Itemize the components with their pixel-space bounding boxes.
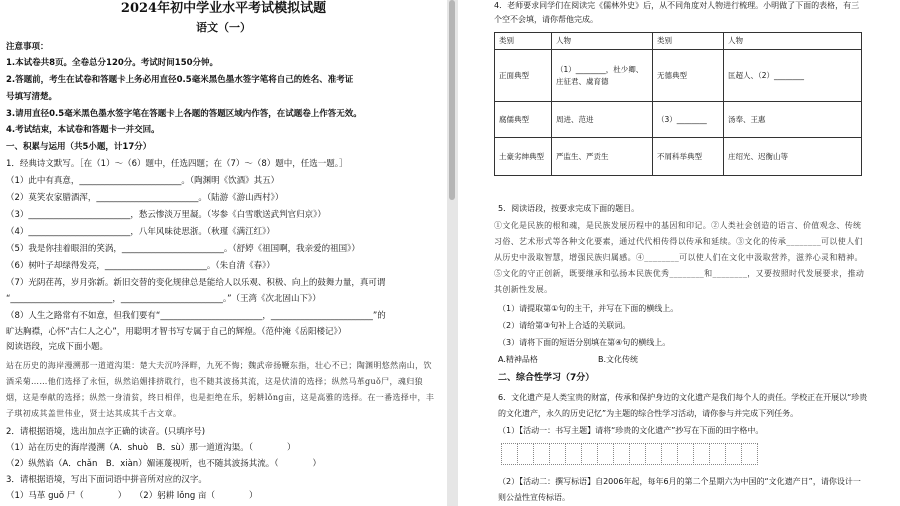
activity-2: 则公益性宣传标语。 <box>498 493 570 502</box>
table-cell: （1）________，杜少卿、庄征君、虞育德 <box>552 50 653 102</box>
section-heading: 二、综合性学习（7分） <box>498 373 595 383</box>
activity-1: （1）【活动一：书写主题】请将“珍贵的文化遗产”抄写在下面的田字格中。 <box>498 426 764 435</box>
question-2-item: （1）站在历史的海岸漫溯（A．shuò B．sù）那一道道沟渠。（ ） <box>6 443 296 453</box>
question-2-intro: 2．请根据语境，选出加点字正确的读音。(只填序号) <box>6 427 206 437</box>
notice-heading: 注意事项： <box>6 42 49 52</box>
table-cell: 腐儒典型 <box>495 102 552 138</box>
reading-intro: 阅读语段，完成下面小题。 <box>6 342 109 352</box>
question-5-intro: 5．阅读语段，按要求完成下面的题目。 <box>498 204 640 213</box>
table-cell: 匡超人、（2）________ <box>724 50 862 102</box>
table-row <box>495 50 862 102</box>
question-1-intro: 1．经典诗文默写。［在（1）～（6）题中，任选四题；在（7）～（8）题中，任选一题。］ <box>6 159 348 169</box>
question-6-intro: 的文化遗产，永久的历史记忆”为主题的综合性学习活动，请你参与并完成下列任务。 <box>498 409 799 418</box>
question-2-item: （2）纵然谄（A．chǎn B．xiàn）媚诬蔑视听，也不随其波扬其流。（ ） <box>6 459 321 469</box>
question-1-item: “________________________，________________________。”（王湾《次北固山下》） <box>6 294 321 304</box>
scrollbar-thumb[interactable] <box>449 0 455 200</box>
question-3-items: （1）马革 guǒ 尸（ ） （2）躬耕 lǒng 亩（ ） <box>6 491 258 501</box>
table-header-row <box>495 33 862 50</box>
table-row <box>495 102 862 138</box>
notice-item: 4.考试结束，本试卷和答题卡一并交回。 <box>6 125 160 135</box>
notice-item: 2.答题前，考生在试卷和答题卡上务必用直径0.5毫米黑色墨水签字笔将自己的姓名、准考证 <box>6 75 354 85</box>
question-1-item: （5）我是你挂着眼泪的笑涡，________________________。（舒婷《祖国啊，我亲爱的祖国》） <box>6 244 360 254</box>
table-cell: 严监生、严贡生 <box>552 138 653 176</box>
writing-grid[interactable] <box>501 443 757 465</box>
question-1-item: （8）人生之路常有不如意，但我们要有“________________________，________________________”的 <box>6 311 386 321</box>
question-5-item: （2）请给第③句补上合适的关联词。 <box>498 321 631 330</box>
exam-title: 2024年初中学业水平考试模拟试题 <box>120 1 327 16</box>
table-header-cell: 人物 <box>724 33 862 50</box>
table-cell: 庄绍光、迟衡山等 <box>724 138 862 176</box>
scrollbar[interactable] <box>447 0 458 506</box>
question-1-item: （6）树叶子却绿得发亮，________________________。（朱自清《春》） <box>6 261 275 271</box>
question-1-item: （4）________________________，八年风味徒思浙。（秋瑾《满江红》） <box>6 227 275 237</box>
table-cell: 周进、范进 <box>552 102 653 138</box>
exam-page-left <box>0 0 447 506</box>
table-cell: （3）________ <box>653 102 724 138</box>
question-1-item: （7）光阴荏苒，岁月弥新。新旧交替的变化规律总是能给人以乐观、积极、向上的鼓舞力量，真可谓 <box>6 278 386 288</box>
question-1-item: 旷达胸襟，心怀“古仁人之心”，用聪明才智书写专属于自己的辉煌。（范仲淹《岳阳楼记》） <box>6 327 347 337</box>
question-5-item: （3）请将下面的短语分别填在第④句的横线上。 <box>498 338 671 347</box>
question-6-intro: 6．文化遗产是人类宝贵的财富，传承和保护身边的文化遗产是我们每个人的责任。学校正在开展以“珍贵 <box>498 393 868 402</box>
question-1-item: （1）此中有真意，________________________。（陶渊明《饮酒》其五） <box>6 176 280 186</box>
exam-subtitle: 语文（一） <box>196 21 251 34</box>
option-a: A.精神品格 <box>498 355 538 364</box>
exam-page-right <box>458 0 900 506</box>
table-row <box>495 138 862 176</box>
notice-item: 号填写清楚。 <box>6 92 58 102</box>
table-header-cell: 类别 <box>495 33 552 50</box>
activity-2: （2）【活动二：撰写标语】自2006年起，每年6月的第二个星期六为中国的“文化遗产日”，请你设计一 <box>498 477 861 486</box>
table-header-cell: 人物 <box>552 33 653 50</box>
question-3-intro: 3．请根据语境，写出下面词语中拼音所对应的汉字。 <box>6 475 207 485</box>
table-cell: 无德典型 <box>653 50 724 102</box>
table-cell: 不屑科举典型 <box>653 138 724 176</box>
table-cell: 土豪劣绅典型 <box>495 138 552 176</box>
question-1-item: （2）莫笑农家腊酒浑，________________________。（陆游《游山西村》） <box>6 193 284 203</box>
table-cell: 汤奉、王惠 <box>724 102 862 138</box>
question-1-item: （3）________________________，愁云惨淡万里凝。（岑参《白雪歌送武判官归京》） <box>6 210 326 220</box>
notice-item: 1.本试卷共8页。全卷总分120分。考试时间150分钟。 <box>6 58 219 68</box>
notice-item: 3.请用直径0.5毫米黑色墨水签字笔在答题卡上各题的答题区域内作答，在试题卷上作答无效。 <box>6 109 362 119</box>
question-5-item: （1）请提取第①句的主干，并写在下面的横线上。 <box>498 304 679 313</box>
question-4-intro: 4．老师要求同学们在阅读完《儒林外史》后，从不同角度对人物进行梳理。小明做了下面的表格，有三个空不会填，请你帮他完成。 <box>494 1 860 24</box>
section-heading: 一、积累与运用（共5小题，计17分） <box>6 142 152 152</box>
table-cell: 正面典型 <box>495 50 552 102</box>
question-5-passage: ①文化是民族的根和魂，是民族发展历程中的基因和印记。②人类社会创造的语言、价值观念、传统习俗、艺术形式等各种文化要素，通过代代相传得以传承和延续。③文化的传承________可以使人们从历史中汲取智慧，增强民族归属感。④________可以使人们在文化中汲取营养，滋养心灵和精神。⑤文化的守正创新，既要继承和弘扬本民族优秀________和________，又要按照时代发展要求，推动其创新性发展。 <box>494 221 865 294</box>
option-b: B.文化传统 <box>598 355 639 364</box>
table-header-cell: 类别 <box>653 33 724 50</box>
reading-passage: 站在历史的海岸漫溯那一道道沟渠：楚大夫沉吟泽畔，九死不悔；魏武帝扬鞭东指，壮心不已；陶渊明悠然南山，饮酒采菊……他们选择了永恒，纵然谄媚排挤耽行，也不随其波扬其流，这是伏清的选择；纵然马革guǒ尸，魂归狼烟，这是奉献的选择；纵然一身清贫，终日相伴，也是拒绝在乐，躬耕lǒng亩，这是高雅的选择。在一番选择中，丰子琪初成其盖世伟业，贤士达其成其千古文章。 <box>6 361 435 418</box>
character-table <box>494 32 862 176</box>
